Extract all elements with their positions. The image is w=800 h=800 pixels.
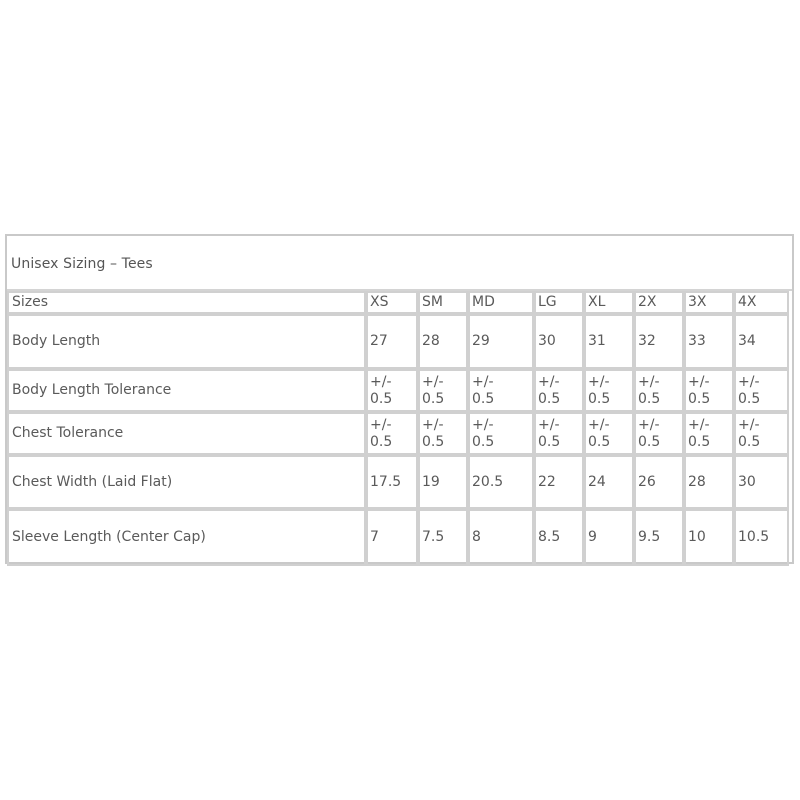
table-cell bbox=[468, 509, 534, 566]
header-size-4x bbox=[734, 291, 789, 314]
table-cell bbox=[734, 455, 789, 509]
table-cell-text: 31 bbox=[588, 333, 606, 349]
table-cell bbox=[366, 314, 418, 369]
table-cell bbox=[734, 412, 789, 455]
row-label bbox=[7, 369, 366, 412]
table-cell-text: 22 bbox=[538, 474, 556, 490]
header-size-lg bbox=[534, 291, 584, 314]
table-cell-text: +/- 0.5 bbox=[688, 417, 711, 450]
table-cell-text: 26 bbox=[638, 474, 656, 490]
header-size-2x-text: 2X bbox=[638, 294, 657, 310]
table-cell-text: +/- 0.5 bbox=[472, 417, 495, 450]
header-size-sm-text: SM bbox=[422, 294, 443, 310]
header-size-sm bbox=[418, 291, 468, 314]
table-cell bbox=[734, 314, 789, 369]
table-cell-text: 19 bbox=[422, 474, 440, 490]
table-cell bbox=[418, 412, 468, 455]
header-size-4x-text: 4X bbox=[738, 294, 757, 310]
row-label bbox=[7, 455, 366, 509]
row-label-text: Sleeve Length (Center Cap) bbox=[12, 529, 206, 545]
table-cell bbox=[684, 509, 734, 566]
row-label-text: Chest Tolerance bbox=[12, 425, 124, 441]
table-cell-text: 27 bbox=[370, 333, 388, 349]
header-size-2x bbox=[634, 291, 684, 314]
table-cell-text: +/- 0.5 bbox=[472, 374, 495, 407]
size-chart-table bbox=[5, 234, 794, 564]
row-label-text: Chest Width (Laid Flat) bbox=[12, 474, 173, 490]
table-cell-text: +/- 0.5 bbox=[688, 374, 711, 407]
table-cell-text: 34 bbox=[738, 333, 756, 349]
table-cell bbox=[468, 314, 534, 369]
table-cell bbox=[584, 455, 634, 509]
header-size-xs bbox=[366, 291, 418, 314]
table-cell-text: +/- 0.5 bbox=[588, 374, 611, 407]
table-cell bbox=[468, 455, 534, 509]
table-cell bbox=[634, 509, 684, 566]
table-title: Unisex Sizing – Tees bbox=[11, 256, 153, 272]
table-cell-text: 32 bbox=[638, 333, 656, 349]
header-size-3x-text: 3X bbox=[688, 294, 707, 310]
table-cell-text: 9 bbox=[588, 529, 597, 545]
table-cell bbox=[468, 412, 534, 455]
table-cell-text: +/- 0.5 bbox=[738, 417, 761, 450]
table-cell-text: 10.5 bbox=[738, 529, 770, 545]
table-cell-text: +/- 0.5 bbox=[422, 374, 445, 407]
table-cell-text: 33 bbox=[688, 333, 706, 349]
row-label-text: Body Length bbox=[12, 333, 101, 349]
table-cell-text: 24 bbox=[588, 474, 606, 490]
table-cell bbox=[534, 455, 584, 509]
table-cell-text: 8 bbox=[472, 529, 481, 545]
table-cell bbox=[734, 509, 789, 566]
table-cell bbox=[534, 369, 584, 412]
table-cell bbox=[584, 509, 634, 566]
header-sizes-label bbox=[7, 291, 366, 314]
header-size-xl-text: XL bbox=[588, 294, 606, 310]
row-label bbox=[7, 314, 366, 369]
table-cell-text: 9.5 bbox=[638, 529, 661, 545]
table-cell bbox=[634, 412, 684, 455]
table-cell bbox=[534, 314, 584, 369]
table-cell bbox=[684, 455, 734, 509]
header-size-md-text: MD bbox=[472, 294, 495, 310]
header-size-3x bbox=[684, 291, 734, 314]
header-size-xl bbox=[584, 291, 634, 314]
table-cell-text: +/- 0.5 bbox=[538, 417, 561, 450]
table-cell-text: 28 bbox=[688, 474, 706, 490]
table-cell-text: 20.5 bbox=[472, 474, 504, 490]
table-cell bbox=[584, 412, 634, 455]
table-cell bbox=[684, 314, 734, 369]
table-cell bbox=[366, 509, 418, 566]
table-cell-text: 7 bbox=[370, 529, 379, 545]
table-title-row bbox=[7, 236, 792, 291]
table-cell bbox=[418, 509, 468, 566]
table-cell bbox=[584, 369, 634, 412]
table-cell bbox=[366, 412, 418, 455]
table-cell bbox=[634, 369, 684, 412]
table-cell bbox=[584, 314, 634, 369]
row-label bbox=[7, 412, 366, 455]
header-size-md bbox=[468, 291, 534, 314]
header-sizes-label-text: Sizes bbox=[12, 294, 49, 310]
table-cell-text: +/- 0.5 bbox=[738, 374, 761, 407]
table-cell-text: +/- 0.5 bbox=[638, 374, 661, 407]
table-cell bbox=[366, 455, 418, 509]
table-cell-text: 28 bbox=[422, 333, 440, 349]
table-cell-text: +/- 0.5 bbox=[370, 417, 393, 450]
table-cell bbox=[634, 314, 684, 369]
table-cell-text: +/- 0.5 bbox=[370, 374, 393, 407]
header-size-xs-text: XS bbox=[370, 294, 389, 310]
row-label bbox=[7, 509, 366, 566]
table-cell-text: 17.5 bbox=[370, 474, 402, 490]
table-cell-text: 8.5 bbox=[538, 529, 561, 545]
table-cell-text: +/- 0.5 bbox=[588, 417, 611, 450]
header-size-lg-text: LG bbox=[538, 294, 557, 310]
table-cell-text: 10 bbox=[688, 529, 706, 545]
table-cell-text: 30 bbox=[538, 333, 556, 349]
row-label-text: Body Length Tolerance bbox=[12, 382, 172, 398]
table-cell bbox=[468, 369, 534, 412]
table-cell bbox=[418, 455, 468, 509]
table-cell bbox=[534, 412, 584, 455]
size-grid bbox=[7, 291, 792, 562]
table-cell-text: 30 bbox=[738, 474, 756, 490]
table-cell bbox=[534, 509, 584, 566]
table-cell-text: +/- 0.5 bbox=[538, 374, 561, 407]
table-cell-text: 29 bbox=[472, 333, 490, 349]
table-cell bbox=[684, 412, 734, 455]
table-cell-text: 7.5 bbox=[422, 529, 445, 545]
table-cell bbox=[366, 369, 418, 412]
table-cell bbox=[734, 369, 789, 412]
table-cell bbox=[418, 369, 468, 412]
table-cell bbox=[418, 314, 468, 369]
table-cell bbox=[634, 455, 684, 509]
table-cell bbox=[684, 369, 734, 412]
table-cell-text: +/- 0.5 bbox=[422, 417, 445, 450]
table-cell-text: +/- 0.5 bbox=[638, 417, 661, 450]
